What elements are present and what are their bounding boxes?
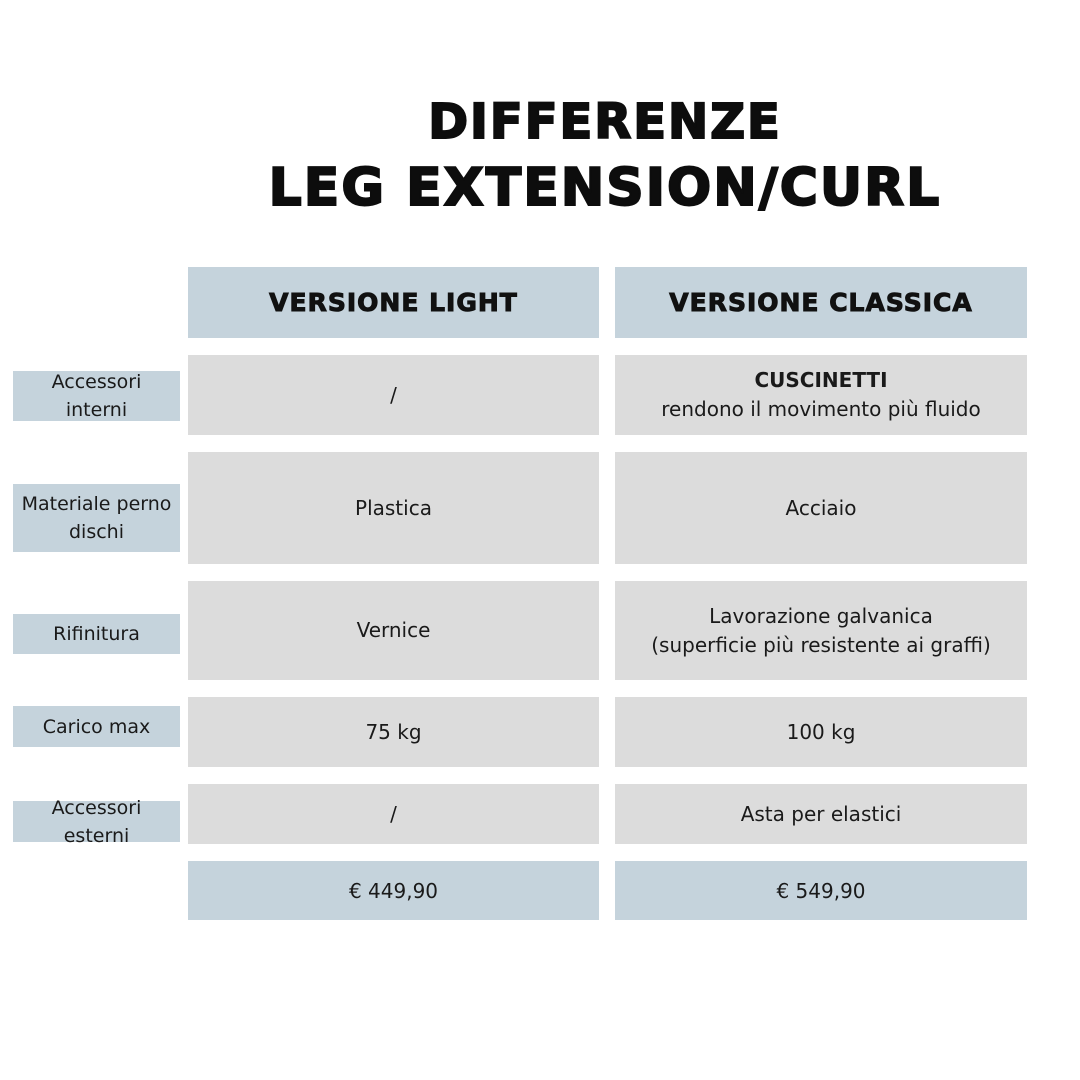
row-label-text: Accessori esterni bbox=[51, 796, 142, 847]
row-label-accessori-esterni bbox=[13, 796, 180, 847]
row-label-text: Rifinitura bbox=[53, 623, 140, 645]
cell-classic-carico-max bbox=[615, 697, 1027, 767]
cell-value: Acciaio bbox=[785, 495, 857, 520]
cell-light-carico-max bbox=[188, 697, 599, 767]
row-label-text: Carico max bbox=[42, 715, 151, 738]
row-label-text-line-1: Materiale perno bbox=[21, 493, 172, 515]
column-header-classic: VERSIONE CLASSICA bbox=[615, 267, 1027, 338]
row-label-text-line-2: dischi bbox=[68, 521, 124, 543]
cell-light-accessori-esterni bbox=[188, 784, 599, 844]
cell-value: 100 kg bbox=[786, 719, 856, 744]
row-label-materiale-perno-dischi bbox=[13, 484, 180, 552]
page-title-line-2: LEG EXTENSION/CURL bbox=[268, 158, 942, 218]
cell-value: Asta per elastici bbox=[740, 801, 902, 826]
row-label-rifinitura bbox=[13, 614, 180, 654]
row-label-text: Accessori interni bbox=[51, 371, 142, 421]
row-label-accessori-interni bbox=[13, 371, 180, 421]
row-label-carico-max bbox=[13, 706, 180, 747]
cell-value: / bbox=[390, 382, 397, 407]
cell-value-line-2: (superficie più resistente ai graffi) bbox=[651, 632, 991, 657]
cell-value: / bbox=[390, 801, 397, 826]
price-value: € 449,90 bbox=[348, 878, 439, 903]
cell-value-title: CUSCINETTI bbox=[754, 368, 888, 392]
cell-light-rifinitura bbox=[188, 581, 599, 680]
cell-value-line-1: Lavorazione galvanica bbox=[709, 603, 933, 628]
column-header-light: VERSIONE LIGHT bbox=[188, 267, 599, 338]
cell-value: rendono il movimento più fluido bbox=[661, 397, 981, 421]
price-light bbox=[188, 861, 599, 920]
cell-light-accessori-interni bbox=[188, 355, 599, 435]
cell-value: Vernice bbox=[356, 618, 431, 642]
cell-classic-materiale-perno bbox=[615, 452, 1027, 564]
cell-classic-accessori-esterni bbox=[615, 784, 1027, 844]
cell-value: 75 kg bbox=[365, 719, 422, 744]
cell-classic-accessori-interni bbox=[615, 355, 1027, 435]
page-title-line-1: DIFFERENZE bbox=[428, 94, 782, 150]
cell-light-materiale-perno bbox=[188, 452, 599, 564]
cell-value: Plastica bbox=[355, 495, 432, 520]
cell-classic-rifinitura bbox=[615, 581, 1027, 680]
price-classic bbox=[615, 861, 1027, 920]
price-value: € 549,90 bbox=[776, 878, 866, 903]
